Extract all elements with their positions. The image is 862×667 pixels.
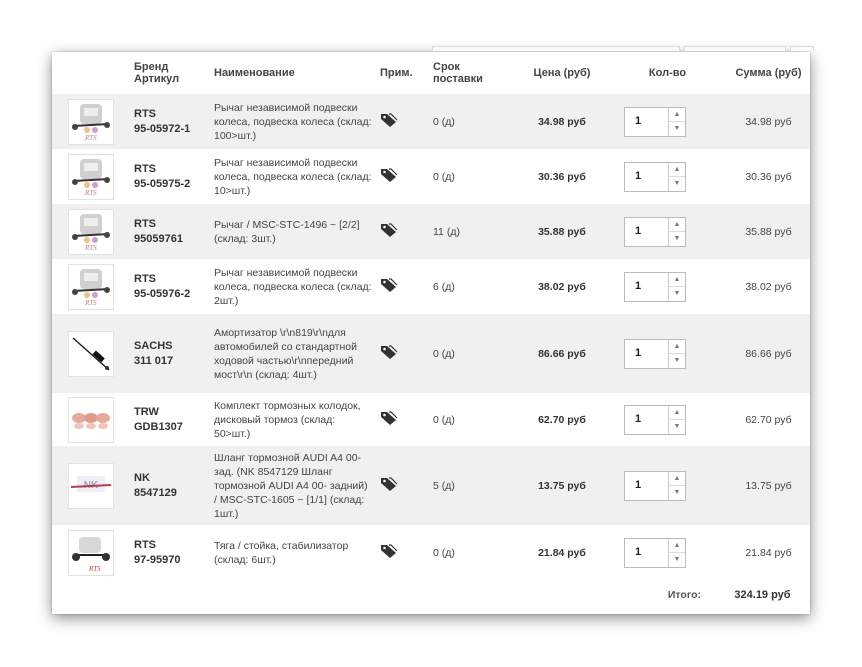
quantity-stepper[interactable] (624, 405, 686, 435)
increment-icon[interactable]: ▲ (669, 340, 685, 354)
brand-name: NK (134, 471, 150, 484)
table-row (52, 149, 810, 204)
article-number[interactable]: GDB1307 (134, 420, 183, 433)
brand-cell (134, 149, 214, 204)
qty-cell (620, 314, 715, 393)
stepper-buttons (668, 472, 685, 500)
term-header-1: Срок (433, 61, 460, 73)
qty-cell (620, 149, 715, 204)
decrement-icon[interactable]: ▼ (673, 124, 681, 132)
tag-icon[interactable] (380, 418, 398, 429)
thumb-cell (52, 94, 134, 149)
total-value: 324.19 руб (734, 589, 791, 601)
unit-price: 13.75 руб (538, 479, 586, 492)
table-header-row (52, 52, 810, 94)
article-number[interactable]: 97-95970 (134, 553, 181, 566)
table-row (52, 314, 810, 393)
col-brand-article (134, 52, 214, 94)
control-arm-icon[interactable] (68, 264, 114, 310)
unit-price: 35.88 руб (538, 225, 586, 238)
quantity-value[interactable]: 1 (635, 279, 642, 292)
decrement-icon[interactable]: ▼ (673, 289, 681, 297)
control-arm-icon[interactable] (68, 154, 114, 200)
thumb-cell (52, 393, 134, 446)
decrement-icon[interactable]: ▼ (673, 179, 681, 187)
cart-panel (52, 52, 810, 614)
brand-name: SACHS (134, 339, 173, 352)
svg-text:RTS: RTS (85, 298, 97, 307)
delivery-term: 0 (д) (433, 546, 455, 559)
col-price: Цена (руб) (533, 67, 591, 79)
brand-cell (134, 525, 214, 580)
svg-text:RTS: RTS (89, 564, 101, 573)
shock-absorber-icon[interactable] (68, 331, 114, 377)
thumb-cell (52, 149, 134, 204)
note-cell (380, 94, 433, 149)
quantity-value[interactable]: 1 (635, 545, 642, 558)
control-arm-icon[interactable] (68, 99, 114, 145)
quantity-stepper[interactable] (624, 162, 686, 192)
brand-cell (134, 94, 214, 149)
background-tabs (432, 44, 812, 52)
item-name: Рычаг независимой подвески колеса, подвеска колеса (склад: 10>шт.) (214, 156, 372, 197)
thumb-cell (52, 259, 134, 314)
quantity-value[interactable]: 1 (635, 478, 642, 491)
increment-icon[interactable]: ▲ (669, 108, 685, 122)
note-cell (380, 149, 433, 204)
quantity-value[interactable]: 1 (635, 169, 642, 182)
quantity-value[interactable]: 1 (635, 412, 642, 425)
increment-icon[interactable]: ▲ (669, 273, 685, 287)
table-row (52, 446, 810, 525)
brand-cell (134, 446, 214, 525)
increment-icon[interactable]: ▲ (669, 406, 685, 420)
increment-icon[interactable]: ▲ (669, 218, 685, 232)
brand-cell (134, 314, 214, 393)
quantity-stepper[interactable] (624, 217, 686, 247)
table-row (52, 525, 810, 580)
svg-text:RTS: RTS (85, 133, 97, 142)
quantity-stepper[interactable] (624, 339, 686, 369)
line-sum: 38.02 руб (745, 280, 792, 293)
note-cell (380, 525, 433, 580)
article-number[interactable]: 8547129 (134, 486, 177, 499)
stepper-buttons (668, 340, 685, 368)
unit-price: 62.70 руб (538, 413, 586, 426)
quantity-stepper[interactable] (624, 538, 686, 568)
table-row (52, 204, 810, 259)
quantity-value[interactable]: 1 (635, 224, 642, 237)
unit-price: 30.36 руб (538, 170, 586, 183)
cart-table (52, 52, 810, 610)
stepper-buttons (668, 163, 685, 191)
quantity-value[interactable]: 1 (635, 346, 642, 359)
delivery-term: 5 (д) (433, 479, 455, 492)
col-note: Прим. (380, 67, 413, 79)
brand-name: TRW (134, 405, 159, 418)
qty-cell (620, 446, 715, 525)
brake-hose-icon[interactable] (68, 463, 114, 509)
stepper-buttons (668, 406, 685, 434)
brand-cell (134, 259, 214, 314)
tag-icon[interactable] (380, 285, 398, 296)
decrement-icon[interactable]: ▼ (673, 422, 681, 430)
stepper-buttons (668, 539, 685, 567)
line-sum: 21.84 руб (745, 546, 792, 559)
qty-cell (620, 393, 715, 446)
brand-name: RTS (134, 107, 156, 120)
decrement-icon[interactable]: ▼ (673, 356, 681, 364)
item-name: Шланг тормозной AUDI A4 00- зад. (NK 8547129 Шланг тормозной AUDI A4 00- задний) / MSC-STC-1605 ~ [1/1] (склад: 1шт.) (214, 451, 368, 520)
item-name: Рычаг / MSC-STC-1496 ~ [2/2] (склад: 3шт.) (214, 218, 360, 245)
quantity-stepper[interactable] (624, 107, 686, 137)
stepper-buttons (668, 218, 685, 246)
tag-icon[interactable] (380, 175, 398, 186)
tag-icon[interactable] (380, 352, 398, 363)
thumb-cell (52, 314, 134, 393)
note-cell (380, 446, 433, 525)
note-cell (380, 204, 433, 259)
stabilizer-link-icon[interactable] (68, 530, 114, 576)
item-name: Амортизатор \r\n819\r\nдля автомобилей со стандартной ходовой частью\r\nпередний мост\r\n (склад: 4шт.) (214, 326, 357, 381)
col-image (52, 52, 134, 94)
delivery-term: 0 (д) (433, 347, 455, 360)
brand-cell (134, 393, 214, 446)
brand-name: RTS (134, 162, 156, 175)
thumb-cell (52, 525, 134, 580)
thumb-cell (52, 204, 134, 259)
line-sum: 35.88 руб (745, 225, 792, 238)
note-cell (380, 314, 433, 393)
quantity-value[interactable]: 1 (635, 114, 642, 127)
unit-price: 21.84 руб (538, 546, 586, 559)
item-name: Рычаг независимой подвески колеса, подвеска колеса (склад: 100>шт.) (214, 101, 372, 142)
table-row (52, 94, 810, 149)
col-term (433, 52, 518, 94)
note-cell (380, 259, 433, 314)
note-cell (380, 393, 433, 446)
quantity-stepper[interactable] (624, 272, 686, 302)
brand-name: RTS (134, 538, 156, 551)
col-qty: Кол-во (648, 67, 687, 79)
col-name: Наименование (214, 67, 295, 79)
article-number[interactable]: 95-05972-1 (134, 122, 191, 135)
item-name: Тяга / стойка, стабилизатор (склад: 6шт.) (214, 539, 349, 566)
delivery-term: 11 (д) (433, 225, 460, 238)
line-sum: 13.75 руб (745, 479, 792, 492)
article-number[interactable]: 95-05975-2 (134, 177, 191, 190)
thumb-cell (52, 446, 134, 525)
svg-text:RTS: RTS (85, 188, 97, 197)
line-sum: 30.36 руб (745, 170, 792, 183)
tag-icon[interactable] (380, 230, 398, 241)
stepper-buttons (668, 108, 685, 136)
quantity-stepper[interactable] (624, 471, 686, 501)
svg-text:RTS: RTS (85, 243, 97, 252)
item-name: Рычаг независимой подвески колеса, подвеска колеса (склад: 2шт.) (214, 266, 372, 307)
brake-pads-icon[interactable] (68, 397, 114, 443)
total-row (52, 580, 810, 610)
control-arm-icon[interactable] (68, 209, 114, 255)
table-row (52, 393, 810, 446)
qty-cell (620, 94, 715, 149)
brand-cell (134, 204, 214, 259)
unit-price: 34.98 руб (538, 115, 586, 128)
delivery-term: 6 (д) (433, 280, 455, 293)
col-sum: Сумма (руб) (735, 67, 802, 79)
article-number[interactable]: 311 017 (134, 354, 174, 367)
line-sum: 86.66 руб (745, 347, 792, 360)
decrement-icon[interactable]: ▼ (673, 488, 681, 496)
article-header: Артикул (134, 73, 180, 85)
delivery-term: 0 (д) (433, 170, 455, 183)
line-sum: 34.98 руб (745, 115, 792, 128)
term-header-2: поставки (433, 73, 483, 85)
delivery-term: 0 (д) (433, 413, 455, 426)
brand-header: Бренд (134, 61, 169, 73)
tag-icon[interactable] (380, 120, 398, 131)
increment-icon[interactable]: ▲ (669, 539, 685, 553)
increment-icon[interactable]: ▲ (669, 163, 685, 177)
item-name: Комплект тормозных колодок, дисковый тормоз (склад: 50>шт.) (214, 399, 361, 440)
line-sum: 62.70 руб (745, 413, 792, 426)
increment-icon[interactable]: ▲ (669, 472, 685, 486)
tag-icon[interactable] (380, 484, 398, 495)
table-row (52, 259, 810, 314)
article-number[interactable]: 95059761 (134, 232, 183, 245)
brand-name: RTS (134, 272, 156, 285)
decrement-icon[interactable]: ▼ (673, 555, 681, 563)
brand-name: RTS (134, 217, 156, 230)
tag-icon[interactable] (380, 551, 398, 562)
article-number[interactable]: 95-05976-2 (134, 287, 191, 300)
qty-cell (620, 204, 715, 259)
delivery-term: 0 (д) (433, 115, 455, 128)
decrement-icon[interactable]: ▼ (673, 234, 681, 242)
stepper-buttons (668, 273, 685, 301)
unit-price: 38.02 руб (538, 280, 586, 293)
qty-cell (620, 259, 715, 314)
total-label: Итого: (667, 589, 701, 601)
qty-cell (620, 525, 715, 580)
unit-price: 86.66 руб (538, 347, 586, 360)
